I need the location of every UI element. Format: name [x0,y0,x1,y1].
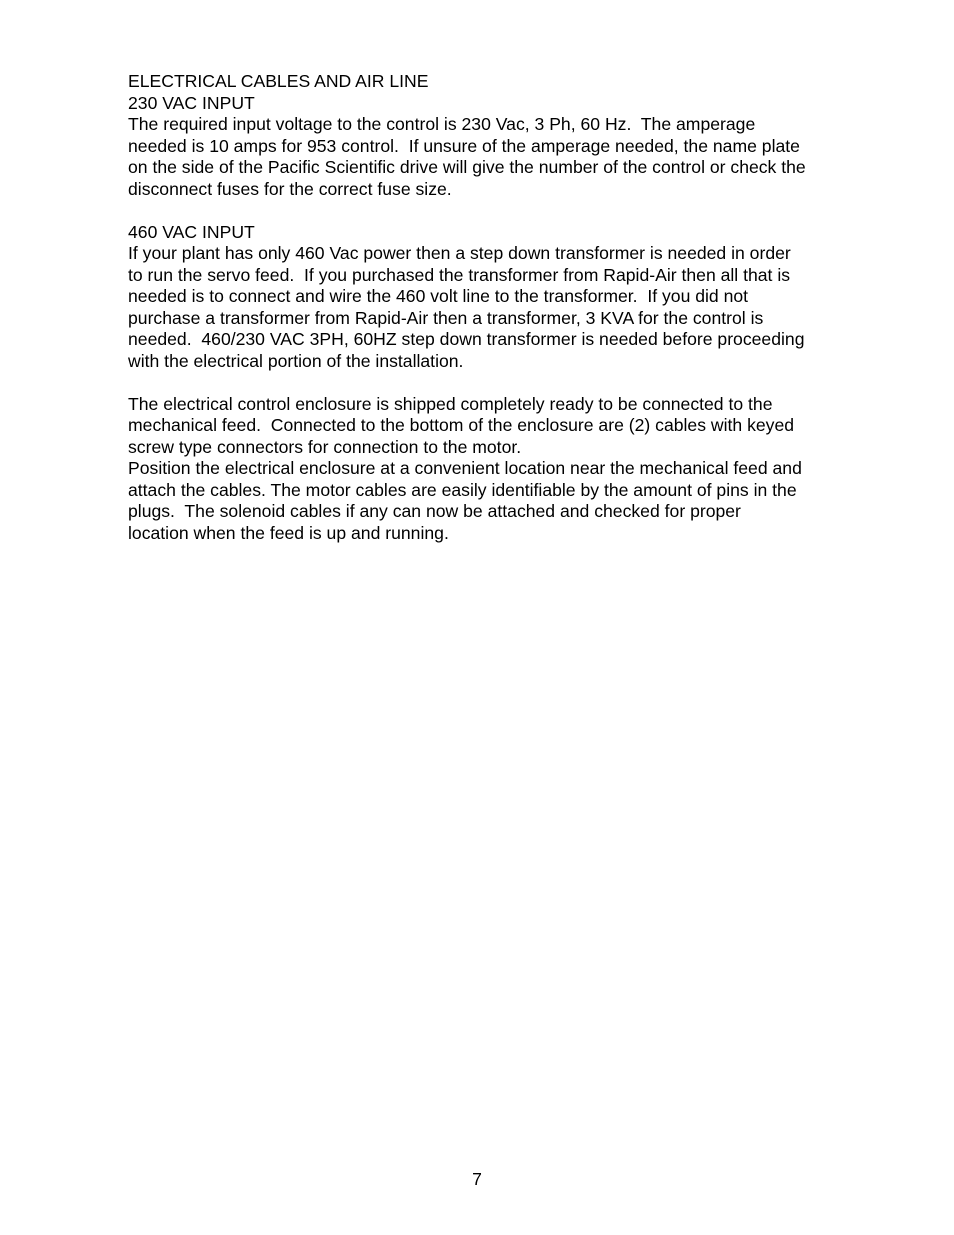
section-230-vac [128,93,858,201]
text-line: Position the electrical enclosure at a convenient location near the mechanical feed and [128,458,802,478]
text-line: The electrical control enclosure is shipped completely ready to be connected to the [128,393,773,414]
text-line: needed is to connect and wire the 460 volt line to the transformer. If you did not [128,286,749,306]
paragraph-enclosure-position [128,458,858,544]
text-line: needed is 10 amps for 953 control. If unsure of the amperage needed, the name plate [128,135,800,156]
text-line: to run the servo feed. If you purchased the transformer from Rapid-Air then all that is [128,264,791,285]
text-line: needed. 460/230 VAC 3PH, 60HZ step down transformer is needed before proceeding [128,329,805,349]
text-line: location when the feed is up and running. [128,522,449,543]
text-line: plugs. The solenoid cables if any can now be attached and checked for proper [128,501,741,521]
section-body [128,114,858,200]
text-line: disconnect fuses for the correct fuse size. [128,178,452,199]
document-heading: ELECTRICAL CABLES AND AIR LINE [128,71,429,91]
section-title: 230 VAC INPUT [128,92,255,113]
text-line: screw type connectors for connection to the motor. [128,436,522,457]
text-line: on the side of the Pacific Scientific drive will give the number of the control or check the [128,157,806,177]
text-line: The required input voltage to the control is 230 Vac, 3 Ph, 60 Hz. The amperage [128,114,756,134]
text-line: with the electrical portion of the installation. [128,350,464,371]
text-line: attach the cables. The motor cables are easily identifiable by the amount of pins in the [128,479,797,500]
text-line: mechanical feed. Connected to the bottom of the enclosure are (2) cables with keyed [128,415,795,435]
section-body [128,243,858,372]
paragraph-enclosure-shipping [128,394,858,459]
section-460-vac [128,222,858,373]
text-line: If your plant has only 460 Vac power then a step down transformer is needed in order [128,243,791,263]
page-number: 7 [472,1169,482,1189]
document-page [128,71,858,544]
section-title: 460 VAC INPUT [128,221,255,242]
text-line: purchase a transformer from Rapid-Air then a transformer, 3 KVA for the control is [128,307,764,328]
